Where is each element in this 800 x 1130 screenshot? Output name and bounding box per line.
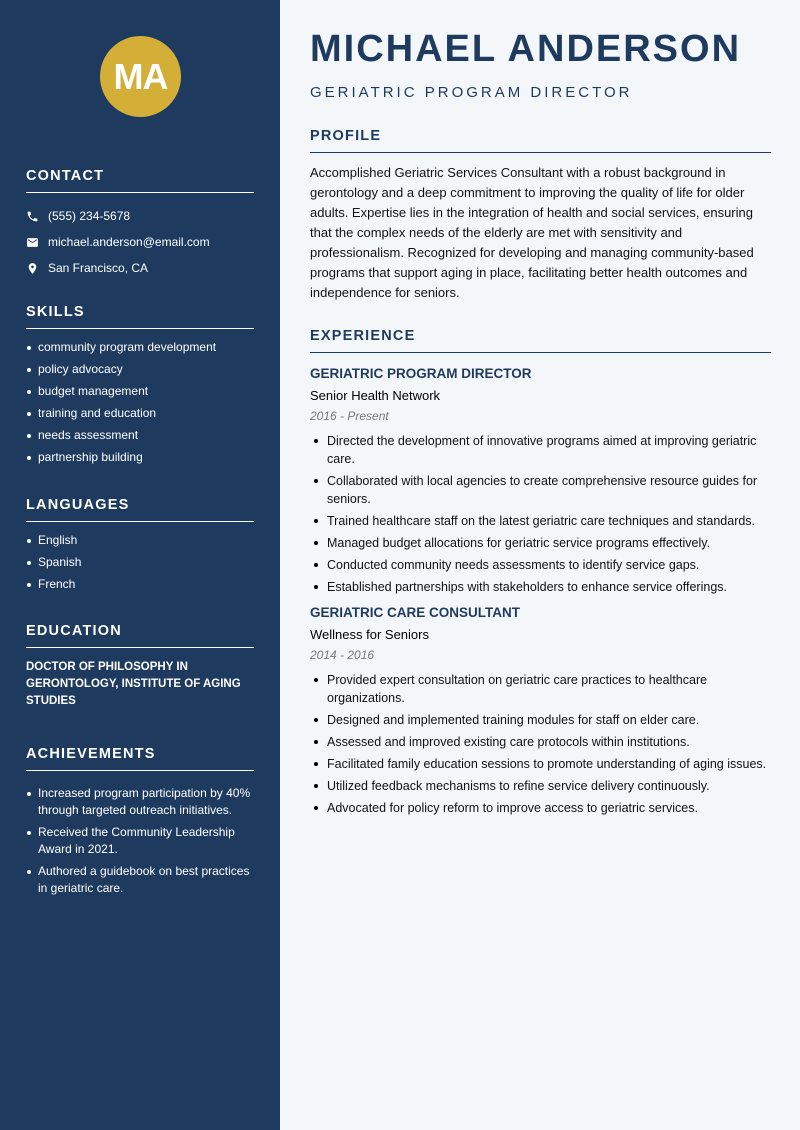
- skill-item: needs assessment: [26, 427, 254, 444]
- email-icon: [26, 236, 48, 249]
- achievement-item: Increased program participation by 40% through targeted outreach initiatives.: [26, 785, 254, 819]
- profile-section: [310, 128, 771, 303]
- candidate-name: MICHAEL ANDERSON: [310, 28, 742, 70]
- contact-section: [26, 168, 254, 281]
- job-bullet: Designed and implemented training modules for staff on elder care.: [310, 711, 771, 729]
- job-entry: [310, 604, 771, 817]
- job-bullet: Trained healthcare staff on the latest geriatric care techniques and standards.: [310, 512, 771, 530]
- achievements-list: [26, 785, 254, 897]
- achievements-section: [26, 746, 254, 902]
- job-bullet: Utilized feedback mechanisms to refine service delivery continuously.: [310, 777, 771, 795]
- profile-heading: PROFILE: [310, 128, 771, 153]
- achievement-item: Received the Community Leadership Award in 2021.: [26, 824, 254, 858]
- achievement-item: Authored a guidebook on best practices in geriatric care.: [26, 863, 254, 897]
- language-item: Spanish: [26, 554, 254, 571]
- languages-section: [26, 497, 254, 598]
- skill-item: community program development: [26, 339, 254, 356]
- languages-list: [26, 532, 254, 593]
- education-section: [26, 623, 254, 710]
- sidebar: [0, 0, 280, 1130]
- job-bullet: Provided expert consultation on geriatric care practices to healthcare organizations.: [310, 671, 771, 707]
- experience-section: [310, 328, 771, 821]
- skill-item: budget management: [26, 383, 254, 400]
- contact-heading: CONTACT: [26, 168, 254, 193]
- education-heading: EDUCATION: [26, 623, 254, 648]
- job-entry: [310, 365, 771, 596]
- job-title: GERIATRIC CARE CONSULTANT: [310, 605, 520, 620]
- location-text: San Francisco, CA: [48, 261, 149, 275]
- phone-text[interactable]: (555) 234-5678: [48, 209, 131, 223]
- job-bullet: Directed the development of innovative programs aimed at improving geriatric care.: [310, 432, 771, 468]
- job-bullet: Assessed and improved existing care protocols within institutions.: [310, 733, 771, 751]
- contact-location: [26, 255, 254, 281]
- contact-phone: [26, 203, 254, 229]
- job-bullet: Established partnerships with stakeholders to enhance service offerings.: [310, 578, 771, 596]
- job-bullet: Managed budget allocations for geriatric service programs effectively.: [310, 534, 771, 552]
- avatar: MA: [100, 36, 181, 117]
- skill-item: policy advocacy: [26, 361, 254, 378]
- achievements-heading: ACHIEVEMENTS: [26, 746, 254, 771]
- job-bullets: [310, 432, 771, 596]
- profile-text: Accomplished Geriatric Services Consultant with a robust background in gerontology and a deep commitment to improving the quality of life for older adults. Expertise lies in the integration of health and social services, ensuring that the complex needs of the elderly are met with sensitivity and professionalism. Recognized for developing and managing community-based programs that support aging in place, facilitating better health outcomes and independence for seniors.: [310, 165, 754, 300]
- contact-list: [26, 203, 254, 281]
- location-pin-icon: [26, 262, 48, 275]
- job-company: Senior Health Network: [310, 388, 441, 403]
- job-dates: 2016 - Present: [310, 409, 389, 423]
- contact-email: [26, 229, 254, 255]
- skills-heading: SKILLS: [26, 304, 254, 329]
- email-text[interactable]: michael.anderson@email.com: [48, 235, 210, 249]
- phone-icon: [26, 210, 48, 223]
- skills-section: [26, 304, 254, 471]
- experience-heading: EXPERIENCE: [310, 328, 771, 353]
- skill-item: partnership building: [26, 449, 254, 466]
- skill-item: training and education: [26, 405, 254, 422]
- languages-heading: LANGUAGES: [26, 497, 254, 522]
- job-bullet: Advocated for policy reform to improve access to geriatric services.: [310, 799, 771, 817]
- job-bullet: Collaborated with local agencies to create comprehensive resource guides for seniors.: [310, 472, 771, 508]
- job-title: GERIATRIC PROGRAM DIRECTOR: [310, 366, 532, 381]
- job-dates: 2014 - 2016: [310, 648, 375, 662]
- job-company: Wellness for Seniors: [310, 627, 429, 642]
- job-bullet: Conducted community needs assessments to identify service gaps.: [310, 556, 771, 574]
- skills-list: [26, 339, 254, 466]
- candidate-title: GERIATRIC PROGRAM DIRECTOR: [310, 84, 633, 101]
- education-degree: DOCTOR OF PHILOSOPHY IN GERONTOLOGY, INSTITUTE OF AGING STUDIES: [26, 661, 241, 707]
- job-bullets: [310, 671, 771, 817]
- language-item: English: [26, 532, 254, 549]
- language-item: French: [26, 576, 254, 593]
- job-bullet: Facilitated family education sessions to promote understanding of aging issues.: [310, 755, 771, 773]
